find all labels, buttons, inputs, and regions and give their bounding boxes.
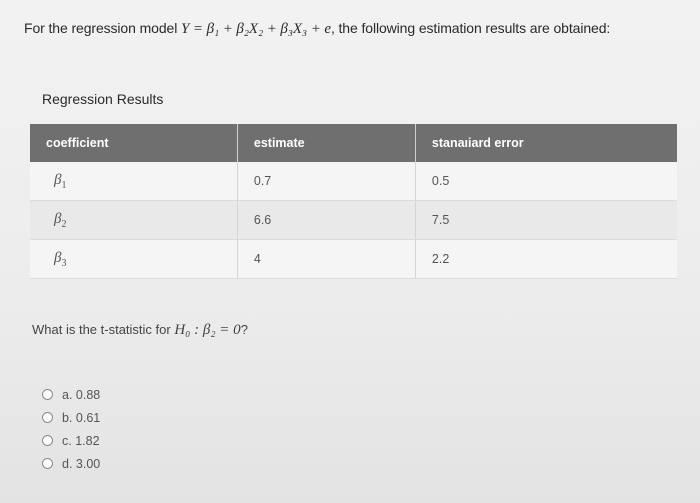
estimate-cell: 0.7 <box>237 162 415 201</box>
t-statistic-prompt <box>32 322 248 339</box>
header-standard-error: stanaıiard error <box>415 124 677 162</box>
beta-subscript: 3 <box>61 257 67 269</box>
header-coefficient: coefficient <box>30 124 237 162</box>
regression-results-table <box>30 124 677 279</box>
radio-circle-icon[interactable] <box>42 435 53 446</box>
radio-circle-icon[interactable] <box>42 389 53 400</box>
option-a[interactable] <box>42 383 100 406</box>
option-c[interactable] <box>42 429 100 452</box>
question-text <box>24 20 610 38</box>
beta-symbol: β <box>54 210 62 227</box>
table-row <box>30 162 677 201</box>
option-label: d. 3.00 <box>62 456 101 471</box>
radio-circle-icon[interactable] <box>42 458 53 469</box>
table-header-row <box>30 124 677 162</box>
beta-symbol: β <box>54 249 62 266</box>
std-error-cell: 2.2 <box>415 240 677 279</box>
beta-subscript: 1 <box>61 179 67 191</box>
option-label: c. 1.82 <box>62 433 100 448</box>
prompt-text: What is the t-statistic for <box>32 322 175 337</box>
results-heading: Regression Results <box>42 91 164 107</box>
std-error-cell: 0.5 <box>415 162 677 201</box>
coefficient-cell <box>30 162 237 201</box>
beta-subscript: 2 <box>61 218 67 230</box>
question-intro: For the regression model <box>24 20 182 36</box>
header-estimate: estimate <box>237 124 415 162</box>
null-hypothesis: H₀ : β₂ = 0 <box>174 322 241 338</box>
estimate-cell: 4 <box>237 240 415 279</box>
coefficient-cell <box>30 201 237 240</box>
regression-equation: Y = β₁ + β₂X₂ + β₃X₃ + e <box>181 21 331 37</box>
table-row <box>30 240 677 279</box>
question-outro: , the following estimation results are obtained: <box>330 20 611 36</box>
estimate-cell: 6.6 <box>237 201 415 240</box>
prompt-end: ? <box>240 322 248 337</box>
table-row <box>30 201 677 240</box>
option-b[interactable] <box>42 406 100 429</box>
coefficient-cell <box>30 240 237 279</box>
std-error-cell: 7.5 <box>415 201 677 240</box>
radio-circle-icon[interactable] <box>42 412 53 423</box>
option-label: b. 0.61 <box>62 410 101 425</box>
answer-options <box>42 383 100 475</box>
beta-symbol: β <box>54 171 62 188</box>
option-label: a. 0.88 <box>62 387 101 402</box>
option-d[interactable] <box>42 452 100 475</box>
